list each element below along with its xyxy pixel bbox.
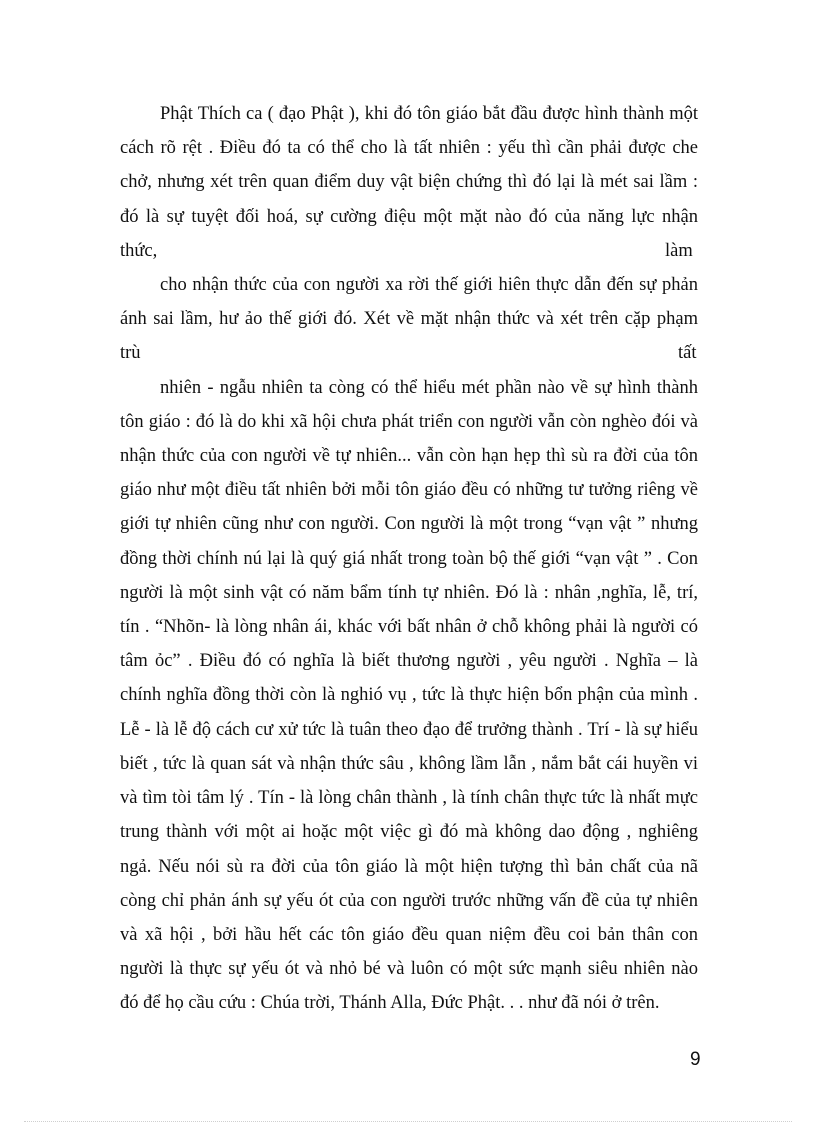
text-line: tâm ỏc” . Điều đó có nghĩa là biết thương người , yêu người . Nghĩa – là: [120, 651, 698, 671]
text-fragment: trù: [120, 343, 141, 363]
text-line: đồng thời chính nú lại là quý giá nhất trong toàn bộ thế giới “vạn vật ” . Con: [120, 549, 698, 569]
text-line: tín . “Nhõn- là lòng nhân ái, khác với bất nhân ở chỗ không phải là người có: [120, 617, 698, 637]
text-line: cho nhận thức của con người xa rời thế giới hiên thực dẫn đến sự phản: [160, 275, 698, 295]
text-line: trung thành với một ai hoặc một việc gì đó mà không dao động , nghiêng: [120, 822, 698, 842]
text-line: cách rõ rệt . Điều đó ta có thể cho là tất nhiên : yếu thì cần phải được che: [120, 138, 698, 158]
text-line: nhiên - ngẫu nhiên ta còng có thể hiểu mét phần nào về sự hình thành: [160, 378, 698, 398]
text-fragment: tất: [678, 343, 697, 363]
text-line: ánh sai lầm, hư ảo thế giới đó. Xét về mặt nhận thức và xét trên cặp phạm: [120, 309, 698, 329]
text-line: Phật Thích ca ( đạo Phật ), khi đó tôn giáo bắt đầu được hình thành một: [160, 104, 698, 124]
text-line: tôn giáo : đó là do khi xã hội chưa phát triển con người vẫn còn nghèo đói và: [120, 412, 698, 432]
text-line: và xã hội , bởi hầu hết các tôn giáo đều quan niệm đều coi bản thân con: [120, 925, 698, 945]
text-line: nhận thức của con người về tự nhiên... vẫn còn hạn hẹp thì sù ra đời của tôn: [120, 446, 698, 466]
text-line: biết , tức là quan sát và nhận thức sâu , không lầm lẫn , nắm bắt cái huyền vi: [120, 754, 698, 774]
text-line: giáo như một điều tất nhiên bởi mỗi tôn giáo đều có những tư tưởng riêng về: [120, 480, 698, 500]
text-line: và tìm tòi tâm lý . Tín - là lòng chân thành , là tính chân thực tức là nhất mực: [120, 788, 698, 808]
text-line: đó để họ cầu cứu : Chúa trời, Thánh Alla, Đức Phật. . . như đã nói ở trên.: [120, 993, 660, 1013]
text-line: ngả. Nếu nói sù ra đời của tôn giáo là một hiện tượng thì bản chất của nã: [120, 857, 698, 877]
text-fragment: làm: [665, 241, 693, 261]
text-line: Lễ - là lễ độ cách cư xử tức là tuân theo đạo để trưởng thành . Trí - là sự hiểu: [120, 720, 698, 740]
text-line: đó là sự tuyệt đối hoá, sự cường điệu một mặt nào đó của năng lực nhận: [120, 207, 698, 227]
text-line: chở, nhưng xét trên quan điểm duy vật biện chứng thì đó lại là mét sai lầm :: [120, 172, 698, 192]
text-line: chính nghĩa đồng thời còn là nghió vụ , tức là thực hiện bổn phận của mình .: [120, 685, 698, 705]
page-number: 9: [690, 1049, 701, 1070]
text-line: người là một sinh vật có năm bẩm tính tự nhiên. Đó là : nhân ,nghĩa, lễ, trí,: [120, 583, 698, 603]
footer-divider: [24, 1121, 792, 1122]
text-line: người là thực sự yếu ót và nhỏ bé và luôn có một sức mạnh siêu nhiên nào: [120, 959, 698, 979]
text-line: giới tự nhiên cũng như con người. Con người là một trong “vạn vật ” nhưng: [120, 514, 698, 534]
text-line: còng chỉ phản ánh sự yếu ót của con người trước những vấn đề của tự nhiên: [120, 891, 698, 911]
text-fragment: thức,: [120, 241, 158, 261]
